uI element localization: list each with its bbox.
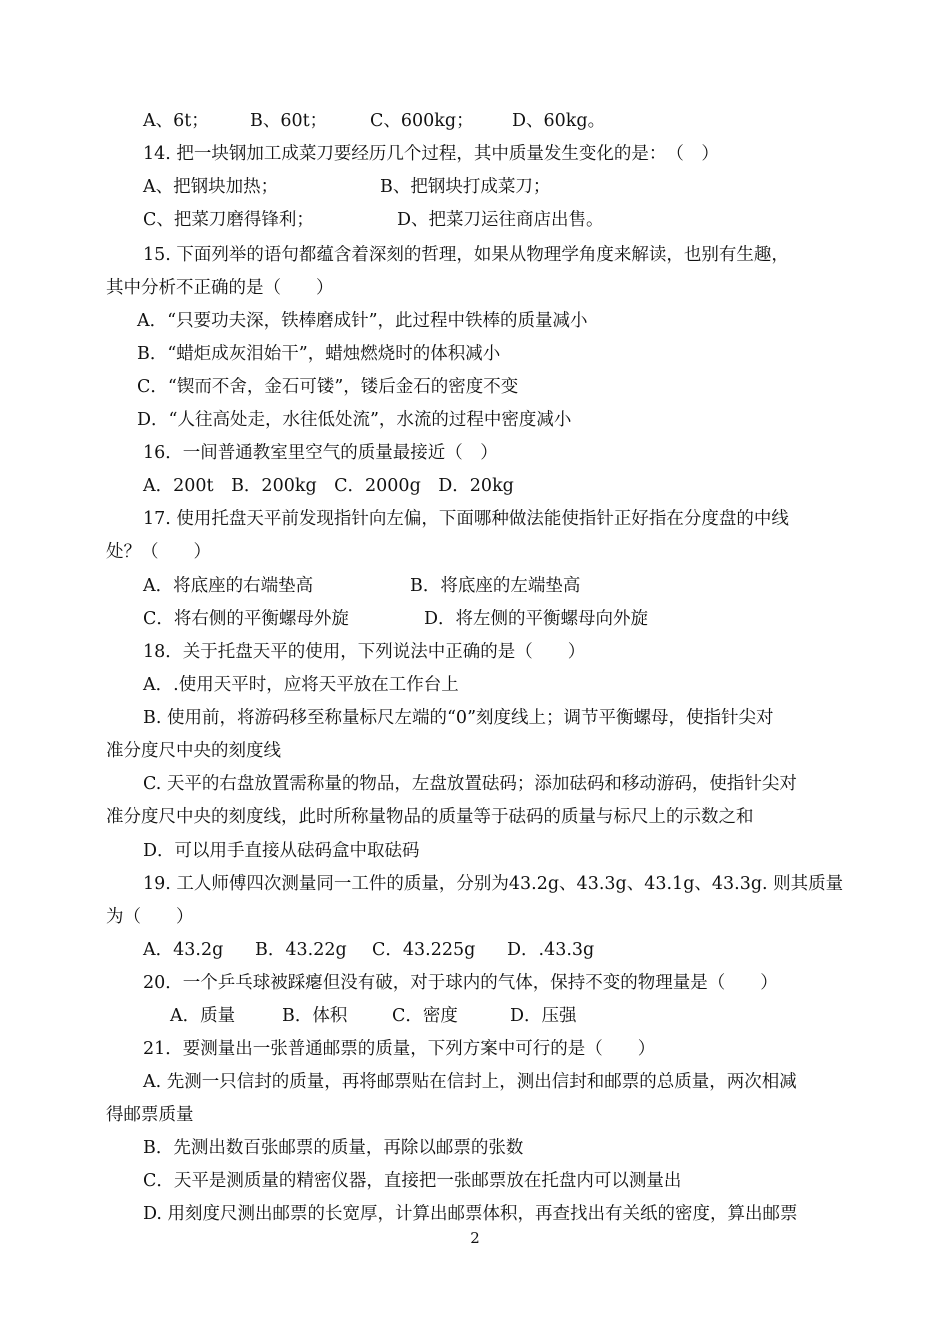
text-segment: 15. 下面列举的语句都蕴含着深刻的哲理，如果从物理学角度来解读，也别有生趣， [143,245,789,265]
text-segment: D．“人往高处走，水往低处流”，水流的过程中密度减小 [137,410,572,430]
text-line [0,902,950,932]
text-segment: 其中分析不正确的是（ ） [106,278,334,298]
text-line [0,372,950,402]
text-segment: 准分度尺中央的刻度线，此时所称量物品的质量等于砝码的质量与标尺上的示数之和 [106,807,754,827]
text-line [0,703,950,733]
text-segment: C．天平是测质量的精密仪器，直接把一张邮票放在托盘内可以测量出 [143,1171,682,1191]
text-segment: B．将底座的左端垫高 [410,576,581,596]
text-line [0,1133,950,1163]
text-segment: A．质量 [170,1006,236,1026]
text-segment: C、600kg； [370,111,474,131]
text-line [0,240,950,270]
text-line [0,1199,950,1229]
text-segment: D．可以用手直接从砝码盒中取砝码 [143,841,420,861]
text-line [0,172,950,202]
text-line [0,1067,950,1097]
text-segment: C．密度 [392,1006,458,1026]
text-segment: 18．关于托盘天平的使用，下列说法中正确的是（ ） [143,642,586,662]
text-segment: 处？（ ） [106,542,211,562]
text-segment: 得邮票质量 [106,1105,194,1125]
text-segment: B、把钢块打成菜刀； [380,177,551,197]
text-segment: D．压强 [510,1006,577,1026]
text-segment: 21．要测量出一张普通邮票的质量，下列方案中可行的是（ ） [143,1039,656,1059]
text-line [0,769,950,799]
text-line [0,139,950,169]
text-segment: A．将底座的右端垫高 [143,576,314,596]
text-segment: B、60t； [250,111,328,131]
text-line [0,637,950,667]
text-line [0,537,950,567]
text-segment: C、把菜刀磨得锋利； [143,210,314,230]
text-segment: D、60kg。 [512,111,606,131]
text-line [0,836,950,866]
text-segment: C．43.225g [372,940,476,960]
text-line [0,869,950,899]
text-line [0,968,950,998]
text-line [0,604,950,634]
page-number: 2 [470,1229,480,1247]
text-line [0,670,950,700]
text-segment: B．体积 [282,1006,348,1026]
text-line [0,205,950,235]
text-segment: A、6t； [143,111,209,131]
text-segment: B．先测出数百张邮票的质量，再除以邮票的张数 [143,1138,524,1158]
text-segment: A. 先测一只信封的质量，再将邮票贴在信封上，测出信封和邮票的总质量，两次相减 [143,1072,797,1092]
text-segment: B．“蜡炬成灰泪始干”，蜡烛燃烧时的体积减小 [137,344,501,364]
text-line [0,339,950,369]
text-line [0,802,950,832]
text-segment: D．.43.3g [507,940,595,960]
text-segment: 17. 使用托盘天平前发现指针向左偏，下面哪种做法能使指针正好指在分度盘的中线 [143,509,789,529]
text-segment: A．200t B．200kg C．2000g D．20kg [143,476,514,496]
text-segment: D、把菜刀运往商店出售。 [397,210,604,230]
text-segment: A．“只要功夫深，铁棒磨成针”，此过程中铁棒的质量减小 [137,311,588,331]
text-line [0,1034,950,1064]
text-segment: B. 使用前，将游码移至称量标尺左端的“0”刻度线上；调节平衡螺母，使指针尖对 [143,708,774,728]
text-segment: 19. 工人师傅四次测量同一工件的质量，分别为43.2g、43.3g、43.1g、43.3g. 则其质量 [143,874,844,894]
text-line [0,306,950,336]
text-line [0,736,950,766]
text-line [0,1100,950,1130]
text-segment: 20．一个乒乓球被踩瘪但没有破，对于球内的气体，保持不变的物理量是（ ） [143,973,778,993]
text-segment: A．.使用天平时，应将天平放在工作台上 [143,675,459,695]
text-segment: D．将左侧的平衡螺母向外旋 [424,609,649,629]
text-line [0,1166,950,1196]
text-segment: C．将右侧的平衡螺母外旋 [143,609,349,629]
text-line [0,1001,950,1031]
text-line [0,571,950,601]
text-line [0,273,950,303]
text-segment: C．“锲而不舍，金石可镂”，镂后金石的密度不变 [137,377,519,397]
text-segment: A、把钢块加热； [143,177,279,197]
text-segment: 为（ ） [106,907,194,927]
text-line [0,106,950,136]
text-line [0,935,950,965]
text-segment: B．43.22g [255,940,347,960]
text-segment: A．43.2g [143,940,224,960]
text-segment: D. 用刻度尺测出邮票的长宽厚，计算出邮票体积，再查找出有关纸的密度，算出邮票 [143,1204,798,1224]
text-line [0,471,950,501]
text-segment: C. 天平的右盘放置需称量的物品，左盘放置砝码；添加砝码和移动游码，使指针尖对 [143,774,797,794]
text-line [0,504,950,534]
text-line [0,438,950,468]
text-segment: 14. 把一块钢加工成菜刀要经历几个过程，其中质量发生变化的是： （ ） [143,144,719,164]
text-segment: 16．一间普通教室里空气的质量最接近（ ） [143,443,498,463]
text-segment: 准分度尺中央的刻度线 [106,741,281,761]
text-line [0,405,950,435]
